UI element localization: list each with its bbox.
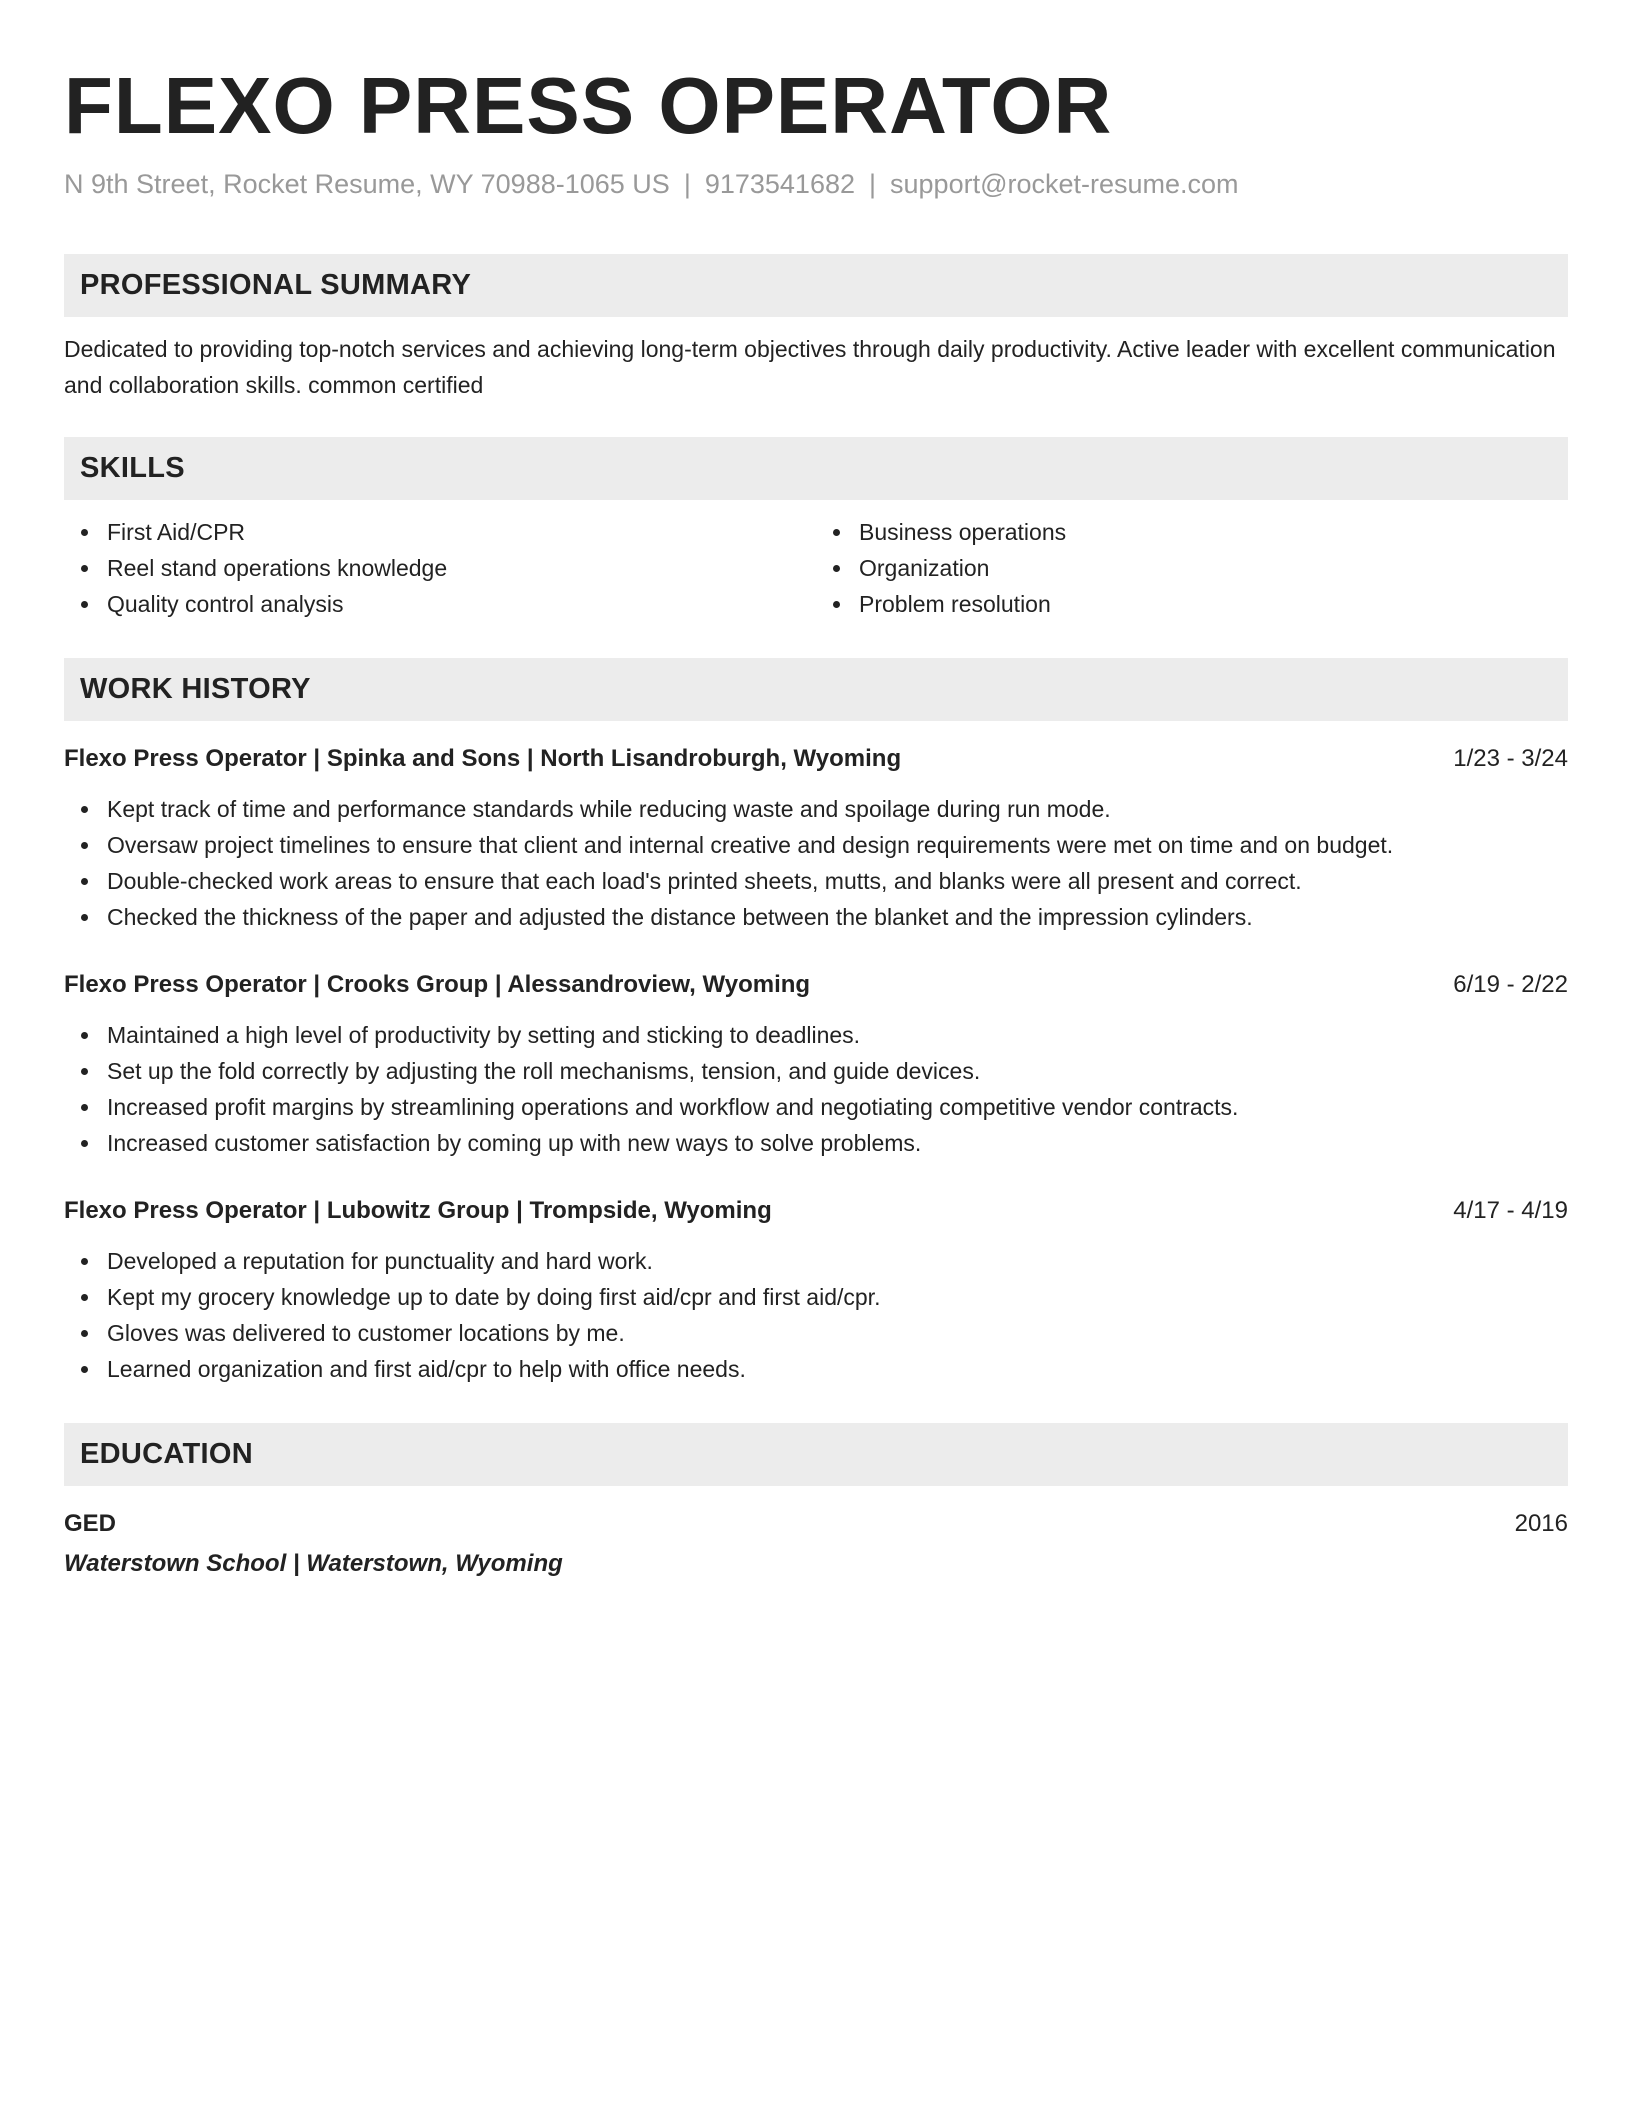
job-bullets xyxy=(64,1243,1568,1387)
job-bullet: Increased customer satisfaction by coming up with new ways to solve problems. xyxy=(107,1125,1568,1161)
skill-item: Quality control analysis xyxy=(107,586,816,622)
job-entry xyxy=(64,967,1568,1161)
job-entry xyxy=(64,741,1568,935)
job-bullet: Maintained a high level of productivity by setting and sticking to deadlines. xyxy=(107,1017,1568,1053)
section-heading-work-history: WORK HISTORY xyxy=(64,658,1568,721)
education-school: Waterstown School | Waterstown, Wyoming xyxy=(64,1550,563,1577)
job-title: Flexo Press Operator | Crooks Group | Alessandroview, Wyoming xyxy=(64,971,811,998)
contact-phone[interactable]: 9173541682 xyxy=(704,169,855,199)
job-dates: 6/19 - 2/22 xyxy=(1453,971,1568,998)
job-bullet: Kept track of time and performance standards while reducing waste and spoilage during run mode. xyxy=(107,791,1568,827)
skills-column-left xyxy=(64,514,816,622)
job-dates: 1/23 - 3/24 xyxy=(1453,745,1568,772)
job-title: Flexo Press Operator | Lubowitz Group | Trompside, Wyoming xyxy=(64,1197,772,1224)
candidate-name: FLEXO PRESS OPERATOR xyxy=(64,61,1113,150)
job-bullet: Oversaw project timelines to ensure that client and internal creative and design requirements were met on time and on budget. xyxy=(107,827,1568,863)
job-bullets xyxy=(64,1017,1568,1161)
job-bullet: Developed a reputation for punctuality and hard work. xyxy=(107,1243,1568,1279)
job-bullet: Learned organization and first aid/cpr to help with office needs. xyxy=(107,1351,1568,1387)
job-bullet: Increased profit margins by streamlining operations and workflow and negotiating competitive vendor contracts. xyxy=(107,1089,1568,1125)
education-header xyxy=(64,1506,1568,1542)
job-bullets xyxy=(64,791,1568,935)
skills-column-right xyxy=(816,514,1568,622)
skill-item: Organization xyxy=(859,550,1568,586)
job-dates: 4/17 - 4/19 xyxy=(1453,1197,1568,1224)
job-header xyxy=(64,1193,1568,1229)
job-bullet: Gloves was delivered to customer locations by me. xyxy=(107,1315,1568,1351)
contact-email[interactable]: support@rocket-resume.com xyxy=(890,169,1239,199)
contact-separator: | xyxy=(683,169,691,199)
job-title: Flexo Press Operator | Spinka and Sons | North Lisandroburgh, Wyoming xyxy=(64,745,902,772)
skill-item: Business operations xyxy=(859,514,1568,550)
job-bullet: Checked the thickness of the paper and adjusted the distance between the blanket and the impression cylinders. xyxy=(107,899,1568,935)
job-header xyxy=(64,741,1568,777)
education-year: 2016 xyxy=(1514,1510,1568,1537)
contact-separator: | xyxy=(869,169,877,199)
skills-list xyxy=(64,514,1568,622)
summary-text: Dedicated to providing top-notch services and achieving long-term objectives through daily productivity. Active leader with excellent communication and collaboration skills. common certified xyxy=(64,336,1556,398)
job-header xyxy=(64,967,1568,1003)
contact-line xyxy=(64,164,1568,204)
contact-address: N 9th Street, Rocket Resume, WY 70988-1065 US xyxy=(64,169,670,199)
job-bullet: Set up the fold correctly by adjusting the roll mechanisms, tension, and guide devices. xyxy=(107,1053,1568,1089)
skill-item: Reel stand operations knowledge xyxy=(107,550,816,586)
job-bullet: Kept my grocery knowledge up to date by doing first aid/cpr and first aid/cpr. xyxy=(107,1279,1568,1315)
section-heading-education: EDUCATION xyxy=(64,1423,1568,1486)
job-bullet: Double-checked work areas to ensure that each load's printed sheets, mutts, and blanks were all present and correct. xyxy=(107,863,1568,899)
section-heading-skills: SKILLS xyxy=(64,437,1568,500)
education-degree: GED xyxy=(64,1510,117,1537)
job-entry xyxy=(64,1193,1568,1387)
section-heading-summary: PROFESSIONAL SUMMARY xyxy=(64,254,1568,317)
skill-item: Problem resolution xyxy=(859,586,1568,622)
skill-item: First Aid/CPR xyxy=(107,514,816,550)
